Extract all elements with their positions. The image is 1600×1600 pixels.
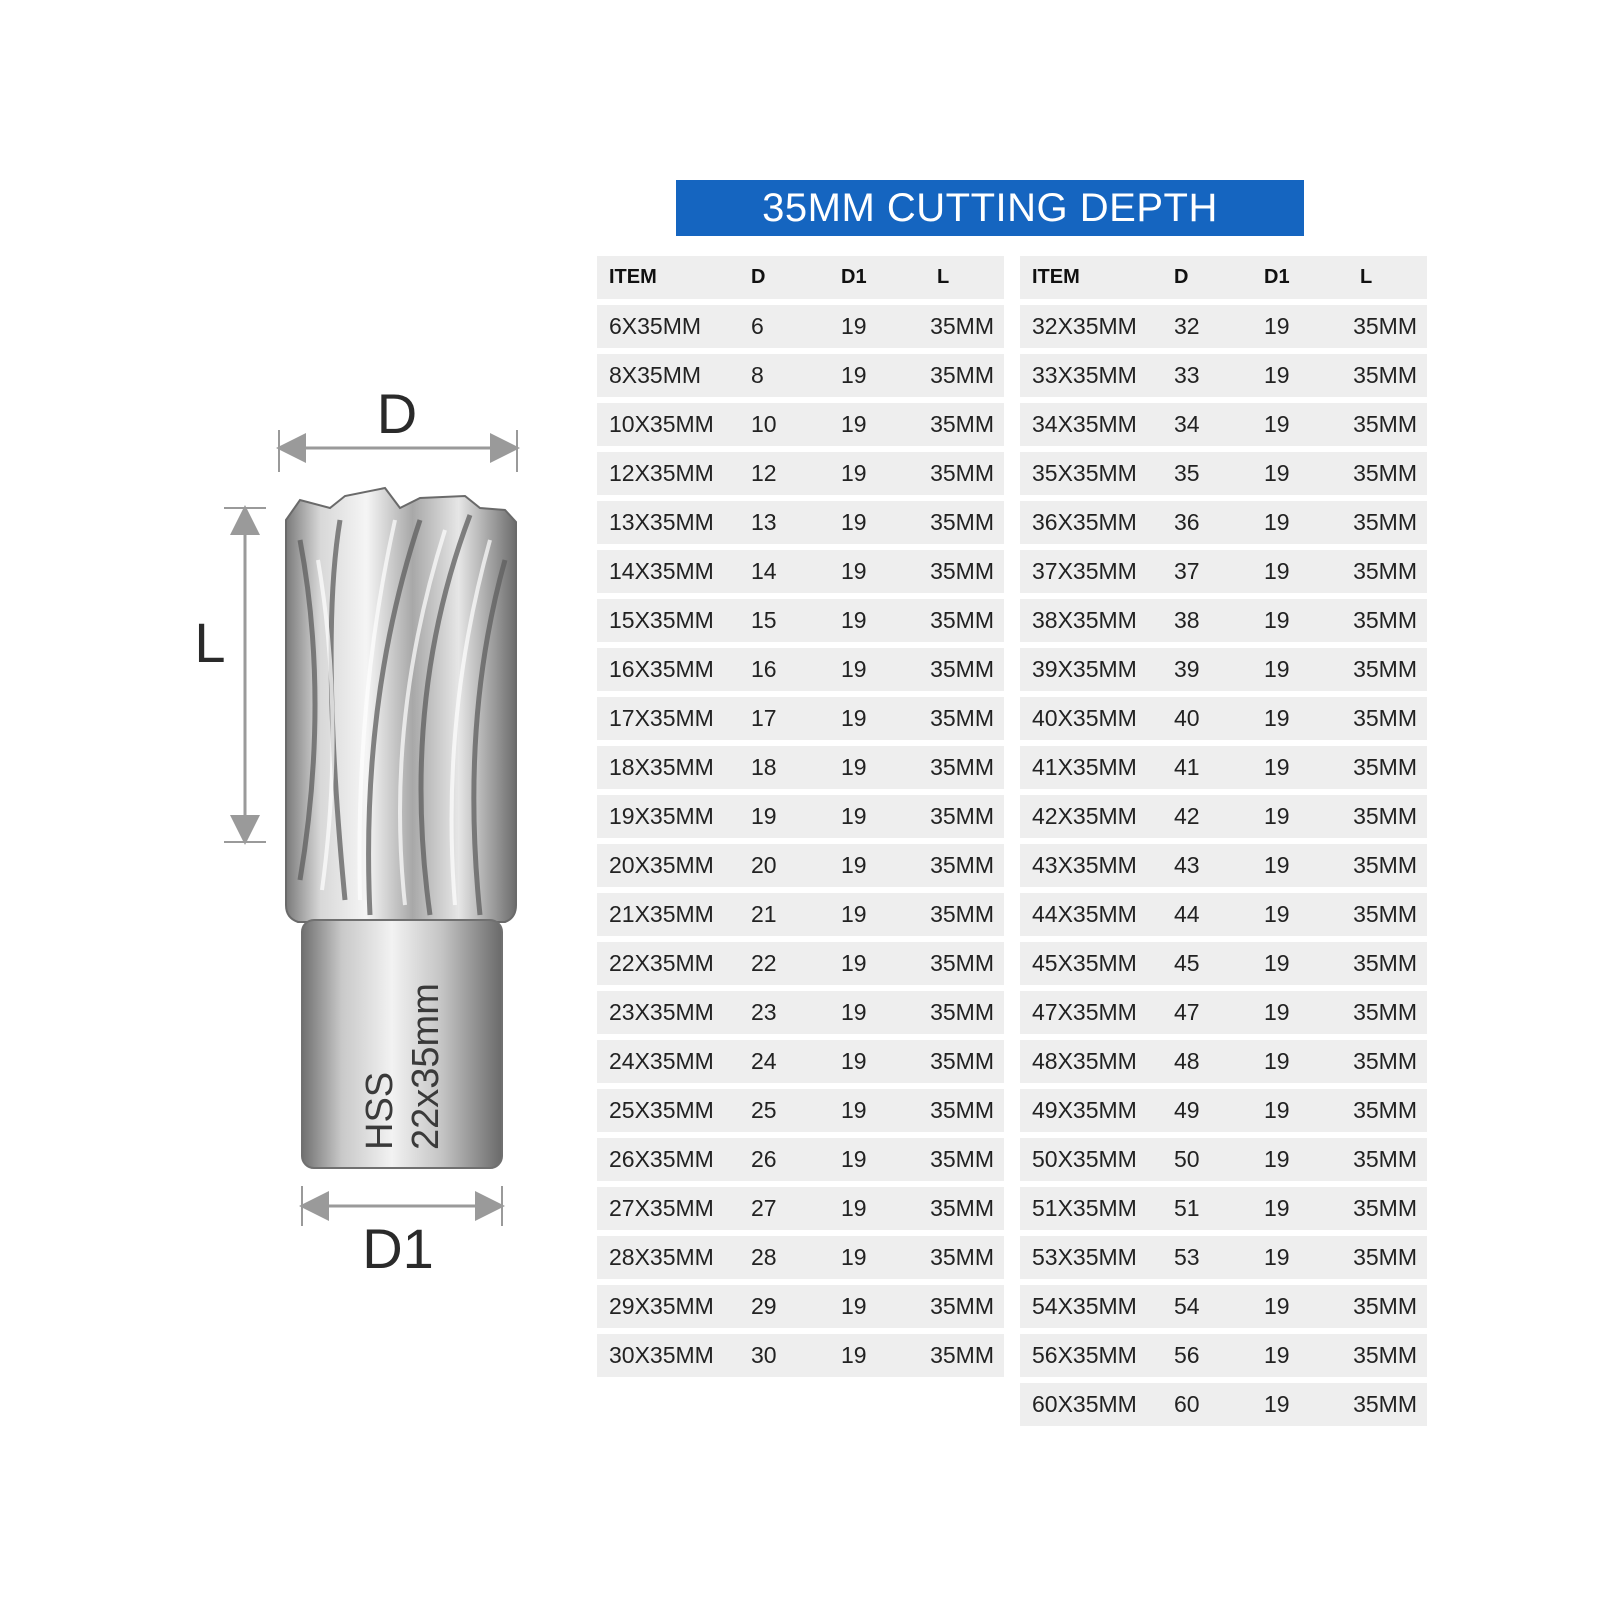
cell-l: 35MM (1353, 1048, 1417, 1074)
cell-item: 23X35MM (609, 999, 714, 1025)
cell-d: 32 (1174, 313, 1200, 339)
cell-l: 35MM (930, 411, 994, 437)
cell-d: 60 (1174, 1391, 1200, 1417)
cell-l: 35MM (930, 1293, 994, 1319)
cell-d1: 19 (1264, 558, 1290, 584)
cell-d1: 19 (841, 362, 867, 388)
cutter-illustration (180, 390, 540, 1270)
cell-l: 35MM (930, 313, 994, 339)
cell-d1: 19 (841, 607, 867, 633)
table-row (1020, 795, 1427, 838)
cell-d1: 19 (1264, 362, 1290, 388)
cell-l: 35MM (1353, 313, 1417, 339)
cell-d1: 19 (1264, 1097, 1290, 1123)
cell-d1: 19 (841, 460, 867, 486)
cell-item: 19X35MM (609, 803, 714, 829)
table-row (597, 354, 1004, 397)
cell-d1: 19 (1264, 1244, 1290, 1270)
cell-d: 43 (1174, 852, 1200, 878)
cell-item: 21X35MM (609, 901, 714, 927)
header-item: ITEM (1032, 266, 1080, 288)
cell-d: 47 (1174, 999, 1200, 1025)
cell-l: 35MM (1353, 558, 1417, 584)
table-row (597, 501, 1004, 544)
cell-l: 35MM (930, 1244, 994, 1270)
cell-l: 35MM (1353, 1293, 1417, 1319)
cell-l: 35MM (1353, 950, 1417, 976)
cell-d: 23 (751, 999, 777, 1025)
table-row (1020, 1040, 1427, 1083)
cell-d1: 19 (1264, 1391, 1290, 1417)
cell-l: 35MM (1353, 1195, 1417, 1221)
cell-item: 16X35MM (609, 656, 714, 682)
table-row (1020, 403, 1427, 446)
cell-l: 35MM (1353, 1146, 1417, 1172)
cell-l: 35MM (930, 1342, 994, 1368)
table-row (597, 599, 1004, 642)
cell-l: 35MM (1353, 803, 1417, 829)
cell-item: 18X35MM (609, 754, 714, 780)
cell-item: 35X35MM (1032, 460, 1137, 486)
cell-d: 29 (751, 1293, 777, 1319)
cell-d1: 19 (841, 754, 867, 780)
cell-item: 6X35MM (609, 313, 702, 339)
header-item: ITEM (609, 266, 657, 288)
header-d1: D1 (841, 266, 867, 288)
table-row (597, 746, 1004, 789)
cell-l: 35MM (1353, 999, 1417, 1025)
header-d1: D1 (1264, 266, 1290, 288)
cell-l: 35MM (1353, 656, 1417, 682)
cell-d1: 19 (841, 803, 867, 829)
cell-d: 26 (751, 1146, 777, 1172)
cell-d: 10 (751, 411, 777, 437)
cell-d1: 19 (841, 999, 867, 1025)
cell-item: 42X35MM (1032, 803, 1137, 829)
cell-d1: 19 (841, 950, 867, 976)
cell-d: 12 (751, 460, 777, 486)
table-row (1020, 648, 1427, 691)
table-row (1020, 501, 1427, 544)
cell-item: 44X35MM (1032, 901, 1137, 927)
cell-d: 48 (1174, 1048, 1200, 1074)
cell-item: 17X35MM (609, 705, 714, 731)
cell-d: 27 (751, 1195, 777, 1221)
header-d: D (751, 266, 766, 288)
table-row (597, 844, 1004, 887)
cell-l: 35MM (930, 1146, 994, 1172)
cell-item: 43X35MM (1032, 852, 1137, 878)
cell-d: 44 (1174, 901, 1200, 927)
cell-d: 50 (1174, 1146, 1200, 1172)
cell-d1: 19 (841, 509, 867, 535)
cell-l: 35MM (930, 607, 994, 633)
cell-item: 14X35MM (609, 558, 714, 584)
cell-item: 45X35MM (1032, 950, 1137, 976)
cell-d: 28 (751, 1244, 777, 1270)
cell-item: 39X35MM (1032, 656, 1137, 682)
table-row (597, 697, 1004, 740)
table-row (1020, 893, 1427, 936)
table-header (597, 256, 1004, 299)
shank-marking-size: 22x35mm (405, 983, 447, 1150)
cell-item: 20X35MM (609, 852, 714, 878)
cell-item: 8X35MM (609, 362, 702, 388)
cell-item: 53X35MM (1032, 1244, 1137, 1270)
cell-d: 18 (751, 754, 777, 780)
cell-item: 12X35MM (609, 460, 714, 486)
cell-item: 32X35MM (1032, 313, 1137, 339)
cell-d: 36 (1174, 509, 1200, 535)
cell-d: 35 (1174, 460, 1200, 486)
cell-d: 20 (751, 852, 777, 878)
cell-d: 25 (751, 1097, 777, 1123)
table-row (597, 1040, 1004, 1083)
cell-d: 8 (751, 362, 764, 388)
cell-d: 13 (751, 509, 777, 535)
shank-marking-material: HSS (359, 1071, 401, 1150)
cell-d1: 19 (841, 1342, 867, 1368)
cell-item: 37X35MM (1032, 558, 1137, 584)
cell-d1: 19 (841, 558, 867, 584)
cell-d1: 19 (841, 1097, 867, 1123)
cell-l: 35MM (930, 558, 994, 584)
table-row (597, 550, 1004, 593)
cell-d: 22 (751, 950, 777, 976)
cell-d1: 19 (841, 1195, 867, 1221)
cell-d: 17 (751, 705, 777, 731)
cell-d1: 19 (841, 1244, 867, 1270)
table-row (597, 1236, 1004, 1279)
cell-item: 40X35MM (1032, 705, 1137, 731)
cell-d: 56 (1174, 1342, 1200, 1368)
header-l: L (1360, 266, 1373, 288)
cell-d1: 19 (1264, 1146, 1290, 1172)
table-row (1020, 1334, 1427, 1377)
cell-d: 16 (751, 656, 777, 682)
table-row (1020, 1187, 1427, 1230)
table-row (597, 1138, 1004, 1181)
cell-item: 48X35MM (1032, 1048, 1137, 1074)
table-row (597, 942, 1004, 985)
header-d: D (1174, 266, 1189, 288)
cell-d: 24 (751, 1048, 777, 1074)
cell-l: 35MM (930, 460, 994, 486)
table-row (1020, 1138, 1427, 1181)
cell-item: 51X35MM (1032, 1195, 1137, 1221)
table-row (1020, 550, 1427, 593)
cell-d1: 19 (1264, 1048, 1290, 1074)
cell-d1: 19 (841, 1293, 867, 1319)
cell-item: 54X35MM (1032, 1293, 1137, 1319)
table-title: 35MM CUTTING DEPTH (762, 185, 1218, 230)
cell-d1: 19 (1264, 852, 1290, 878)
cell-d: 40 (1174, 705, 1200, 731)
cell-d1: 19 (841, 656, 867, 682)
cell-d: 6 (751, 313, 764, 339)
cell-l: 35MM (930, 852, 994, 878)
cell-l: 35MM (930, 509, 994, 535)
cell-l: 35MM (930, 705, 994, 731)
cell-d1: 19 (1264, 999, 1290, 1025)
cell-d: 41 (1174, 754, 1200, 780)
cell-l: 35MM (1353, 362, 1417, 388)
cell-item: 50X35MM (1032, 1146, 1137, 1172)
table-row (597, 452, 1004, 495)
cell-item: 33X35MM (1032, 362, 1137, 388)
cell-item: 22X35MM (609, 950, 714, 976)
cell-d1: 19 (1264, 607, 1290, 633)
cell-l: 35MM (930, 656, 994, 682)
cell-d1: 19 (841, 705, 867, 731)
cell-l: 35MM (1353, 411, 1417, 437)
cell-d1: 19 (841, 901, 867, 927)
cell-l: 35MM (1353, 1342, 1417, 1368)
cell-item: 26X35MM (609, 1146, 714, 1172)
cell-l: 35MM (1353, 705, 1417, 731)
cell-d1: 19 (1264, 754, 1290, 780)
cell-l: 35MM (1353, 1097, 1417, 1123)
cell-d1: 19 (1264, 460, 1290, 486)
cell-item: 38X35MM (1032, 607, 1137, 633)
cell-l: 35MM (930, 362, 994, 388)
cell-d: 39 (1174, 656, 1200, 682)
table-row (1020, 599, 1427, 642)
cell-item: 36X35MM (1032, 509, 1137, 535)
annular-cutter-diagram (180, 390, 540, 1275)
cell-d: 38 (1174, 607, 1200, 633)
table-row (1020, 1285, 1427, 1328)
table-row (597, 795, 1004, 838)
table-row (1020, 746, 1427, 789)
cell-d: 30 (751, 1342, 777, 1368)
header-l: L (937, 266, 950, 288)
cell-d1: 19 (1264, 656, 1290, 682)
cell-d: 37 (1174, 558, 1200, 584)
table-header (1020, 256, 1427, 299)
table-row (1020, 354, 1427, 397)
cell-d: 53 (1174, 1244, 1200, 1270)
table-row (597, 893, 1004, 936)
cell-d1: 19 (1264, 509, 1290, 535)
cell-l: 35MM (1353, 901, 1417, 927)
table-row (1020, 697, 1427, 740)
size-table-left (597, 256, 1004, 1377)
cell-item: 27X35MM (609, 1195, 714, 1221)
cell-item: 41X35MM (1032, 754, 1137, 780)
table-row (597, 648, 1004, 691)
cell-item: 49X35MM (1032, 1097, 1137, 1123)
table-row (1020, 942, 1427, 985)
cell-l: 35MM (1353, 1391, 1417, 1417)
cell-d1: 19 (841, 1146, 867, 1172)
cell-d1: 19 (1264, 705, 1290, 731)
cell-d: 49 (1174, 1097, 1200, 1123)
table-row (597, 1089, 1004, 1132)
cell-d: 15 (751, 607, 777, 633)
table-row (597, 1187, 1004, 1230)
cell-l: 35MM (930, 950, 994, 976)
cell-item: 10X35MM (609, 411, 714, 437)
cell-item: 15X35MM (609, 607, 714, 633)
cell-l: 35MM (930, 803, 994, 829)
table-row (1020, 991, 1427, 1034)
table-row (1020, 1236, 1427, 1279)
cell-d: 21 (751, 901, 777, 927)
cell-l: 35MM (1353, 607, 1417, 633)
cell-d1: 19 (1264, 1293, 1290, 1319)
cell-d1: 19 (841, 852, 867, 878)
cell-item: 56X35MM (1032, 1342, 1137, 1368)
cell-d: 33 (1174, 362, 1200, 388)
cell-l: 35MM (930, 1097, 994, 1123)
cell-d1: 19 (1264, 1342, 1290, 1368)
cell-d1: 19 (841, 411, 867, 437)
table-row (1020, 305, 1427, 348)
cutter-shank (302, 920, 502, 1168)
cell-l: 35MM (1353, 460, 1417, 486)
table-row (597, 305, 1004, 348)
table-row (1020, 452, 1427, 495)
cell-d: 51 (1174, 1195, 1200, 1221)
cell-l: 35MM (1353, 509, 1417, 535)
cell-d: 42 (1174, 803, 1200, 829)
cell-item: 13X35MM (609, 509, 714, 535)
dimension-label-d: D (376, 390, 418, 445)
table-row (597, 403, 1004, 446)
cell-d1: 19 (1264, 1195, 1290, 1221)
cell-d1: 19 (1264, 950, 1290, 976)
cell-d: 34 (1174, 411, 1200, 437)
cell-l: 35MM (930, 1048, 994, 1074)
table-row (1020, 844, 1427, 887)
cell-l: 35MM (1353, 754, 1417, 780)
dimension-label-d1: D1 (362, 1217, 434, 1270)
table-title-banner (676, 180, 1304, 236)
table-row (1020, 1089, 1427, 1132)
cell-d: 54 (1174, 1293, 1200, 1319)
cell-item: 25X35MM (609, 1097, 714, 1123)
table-row (597, 1334, 1004, 1377)
cell-item: 24X35MM (609, 1048, 714, 1074)
cell-d: 19 (751, 803, 777, 829)
cell-l: 35MM (930, 999, 994, 1025)
cell-item: 34X35MM (1032, 411, 1137, 437)
cell-item: 60X35MM (1032, 1391, 1137, 1417)
cell-item: 29X35MM (609, 1293, 714, 1319)
cell-d: 45 (1174, 950, 1200, 976)
cell-l: 35MM (930, 901, 994, 927)
cell-l: 35MM (930, 754, 994, 780)
cell-l: 35MM (1353, 852, 1417, 878)
cell-item: 47X35MM (1032, 999, 1137, 1025)
cell-d: 14 (751, 558, 777, 584)
cell-d1: 19 (1264, 901, 1290, 927)
dimension-label-l: L (194, 611, 226, 674)
cell-d1: 19 (1264, 411, 1290, 437)
cell-d1: 19 (841, 313, 867, 339)
cell-item: 30X35MM (609, 1342, 714, 1368)
cell-l: 35MM (930, 1195, 994, 1221)
cell-item: 28X35MM (609, 1244, 714, 1270)
size-table-right (1020, 256, 1427, 1426)
table-row (597, 1285, 1004, 1328)
table-row (597, 991, 1004, 1034)
table-row (1020, 1383, 1427, 1426)
cell-d1: 19 (841, 1048, 867, 1074)
cell-d1: 19 (1264, 803, 1290, 829)
cell-l: 35MM (1353, 1244, 1417, 1270)
cell-d1: 19 (1264, 313, 1290, 339)
